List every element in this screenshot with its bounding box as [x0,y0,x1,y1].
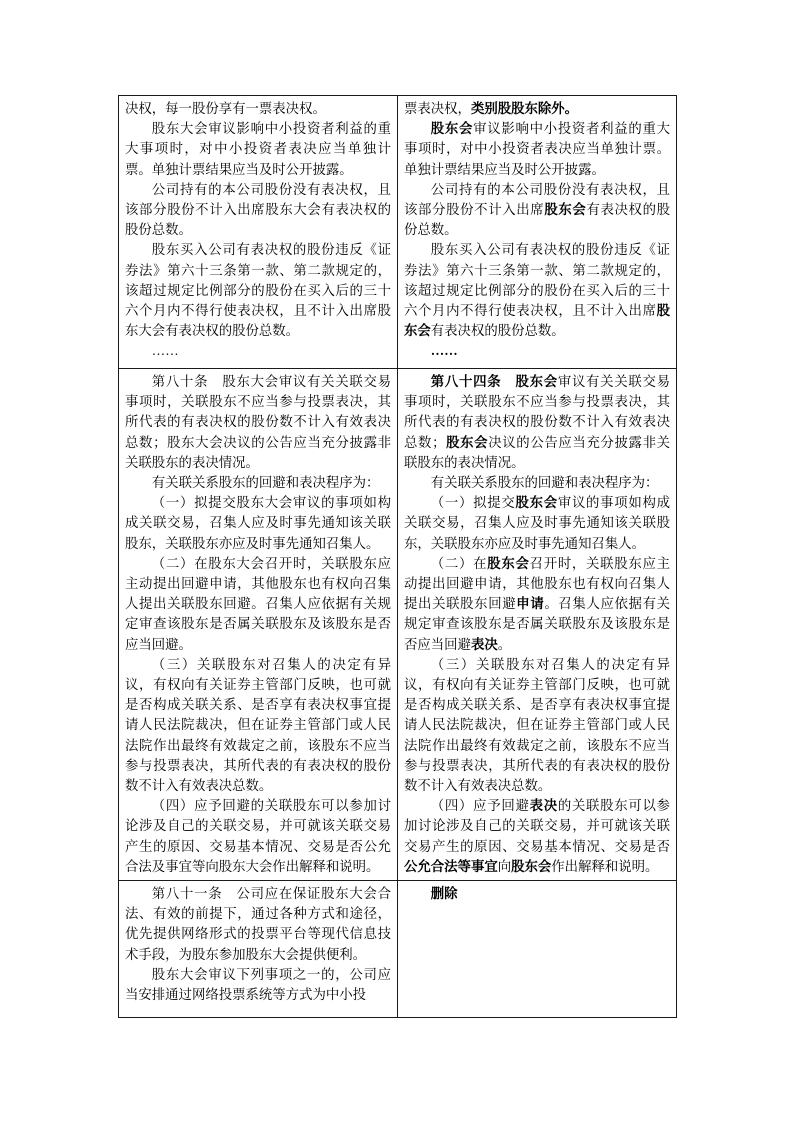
text-run: （二）在股东大会召开时，关联股东应主动提出回避申请，其他股东也有权向召集人提出关联股东回避。召集人应依据有关规定审查该股东是否属关联股东及该股东是否应当回避。 [125,555,391,652]
paragraph [125,372,391,473]
paragraph [404,341,670,361]
revision-text-run: 股东会 [511,858,552,874]
revision-text-run: …… [430,343,458,359]
paragraph [404,493,670,554]
paragraph [404,119,670,180]
cell-revised-text [398,96,677,369]
text-run: 审议的事项如构成关联交易，召集人应及时事先通知该关联股东，关联股东亦应及时事先通知召集人。 [404,495,671,551]
text-run: 的关联股东可以参加讨论涉及自己的关联交易，并可就该关联交易产生的原因、交易基本情况、交易是否 [404,798,671,854]
cell-original-text [119,881,398,1018]
revision-text-run: 删除 [430,886,458,902]
revision-text-run: 股东会 [445,434,489,450]
text-run: 股东买入公司有表决权的股份违反《证券法》第六十三条第一款、第二款规定的，该超过规定比例部分的股份在买入后的三十六个月内不得行使表决权，且不计入出席 [404,242,670,319]
text-run: 。召集人应依据有关规定审查该股东是否属关联股东及该股东是否应当回避 [404,596,671,652]
paragraph [125,884,391,965]
cell-original-text [119,369,398,881]
paragraph [125,180,391,241]
paragraph [125,473,391,493]
revision-text-run: 股东会 [544,202,587,218]
text-run: 有关联关系股东的回避和表决程序为： [151,475,380,491]
revision-text-run: 股东会 [487,555,530,571]
text-run: 股东大会审议影响中小投资者利益的重大事项时，对中小投资者表决应当单独计票。单独计票结果应当及时公开披露。 [125,121,391,177]
revision-text-run: 公允合法等事宜 [404,858,498,874]
revision-text-run: 股东会 [430,121,474,137]
revision-text-run: 表决 [470,636,498,652]
revision-text-run: 申请 [516,596,545,612]
revision-text-run: 股东会 [404,303,670,339]
text-run: （三）关联股东对召集人的决定有异议，有权向有关证券主管部门反映，也可就是否构成关联关系、是否享有表决权事宜提请人民法院裁决，但在证券主管部门或人民法院作出最终有效裁定之前，该股东不应当参与投票表决，其所代表的有表决权的股份数不计入有效表决总数。 [404,656,670,794]
paragraph [125,99,391,119]
table-row [119,96,677,369]
text-run: （四）应予回避的关联股东可以参加讨论涉及自己的关联交易，并可就该关联交易产生的原因、交易基本情况、交易是否公允合法及事宜等向股东大会作出解释和说明。 [125,798,391,874]
text-run: （一）拟提交 [430,495,516,511]
text-run: 票表决权， [404,101,471,116]
revision-text-run: 股东会 [515,495,558,511]
text-run: 有关联关系股东的回避和表决程序为： [430,475,659,491]
text-run: （三）关联股东对召集人的决定有异议，有权向有关证券主管部门反映，也可就是否构成关联关系、是否享有表决权事宜提请人民法院裁决，但在证券主管部门或人民法院作出最终有效裁定之前，该股东不应当参与投票表决，其所代表的有表决权的股份数不计入有效表决总数。 [125,656,391,794]
paragraph [125,119,391,180]
text-run: 第八十条 股东大会审议有关关联交易事项时，关联股东不应当参与投票表决，其所代表的有表决权的股份数不计入有效表决总数；股东大会决议的公告应当充分披露非关联股东的表决情况。 [125,374,391,470]
cell-original-text [119,96,398,369]
text-run: （二）在 [430,555,488,571]
text-run: 。 [497,636,512,652]
text-run: 审议有关关联交易事项时，关联股东不应当参与投票表决，其所代表的有表决权的股份数不计入有效表决总数； [404,374,671,450]
paragraph [404,180,670,241]
text-run: 作出解释和说明。 [551,858,659,874]
text-run: 召开时，关联股东应主动提出回避申请，其他股东也有权向召集人提出关联股东回避 [404,555,671,612]
text-run: 决权，每一股份享有一票表决权。 [125,101,326,116]
revision-text-run: 表决 [529,798,558,814]
comparison-table-body [119,96,677,1018]
text-run: 审议影响中小投资者利益的重大事项时，对中小投资者表决应当单独计票。单独计票结果应当及时公开披露。 [404,121,671,177]
revision-text-run: 第八十四条 股东会 [430,374,558,389]
paragraph [404,99,670,119]
text-run: 第八十一条 公司应在保证股东大会合法、有效的前提下，通过各种方式和途径，优先提供网络形式的投票平台等现代信息技术手段，为股东参加股东大会提供便利。 [125,886,391,962]
text-run: 有表决权的股份总数。 [404,202,671,238]
comparison-table [118,95,677,1018]
table-row [119,369,677,881]
paragraph [404,554,670,655]
paragraph [125,965,391,1005]
paragraph [404,240,670,341]
text-run: 有表决权的股份总数。 [430,323,565,339]
table-row [119,881,677,1018]
text-run: 公司持有的本公司股份没有表决权，且该部分股份不计入出席股东大会有表决权的股份总数。 [125,181,391,238]
paragraph [125,796,391,877]
cell-revised-text [398,881,677,1018]
text-run: 决议的公告应当充分披露非关联股东的表决情况。 [404,434,671,470]
text-run: （四）应予回避 [430,798,530,814]
text-run: 向 [497,858,512,874]
text-run: 公司持有的本公司股份没有表决权，且该部分股份不计入出席 [404,181,670,218]
paragraph [404,473,670,493]
text-run: …… [151,343,179,359]
paragraph [404,372,670,473]
text-run: 股东买入公司有表决权的股份违反《证券法》第六十三条第一款、第二款规定的，该超过规定比例部分的股份在买入后的三十六个月内不得行使表决权，且不计入出席股东大会有表决权的股份总数。 [125,242,391,339]
paragraph [125,240,391,341]
paragraph [125,655,391,796]
paragraph [125,341,391,361]
paragraph [404,884,670,904]
cell-revised-text [398,369,677,881]
revision-text-run: 类别股股东除外。 [470,101,579,116]
paragraph [404,796,670,877]
paragraph [125,554,391,655]
paragraph [125,493,391,554]
text-run: 股东大会审议下列事项之一的，公司应当安排通过网络投票系统等方式为中小投 [125,966,391,1003]
text-run: （一）拟提交股东大会审议的事项如构成关联交易，召集人应及时事先通知该关联股东，关联股东亦应及时事先通知召集人。 [125,495,391,551]
paragraph [404,655,670,796]
